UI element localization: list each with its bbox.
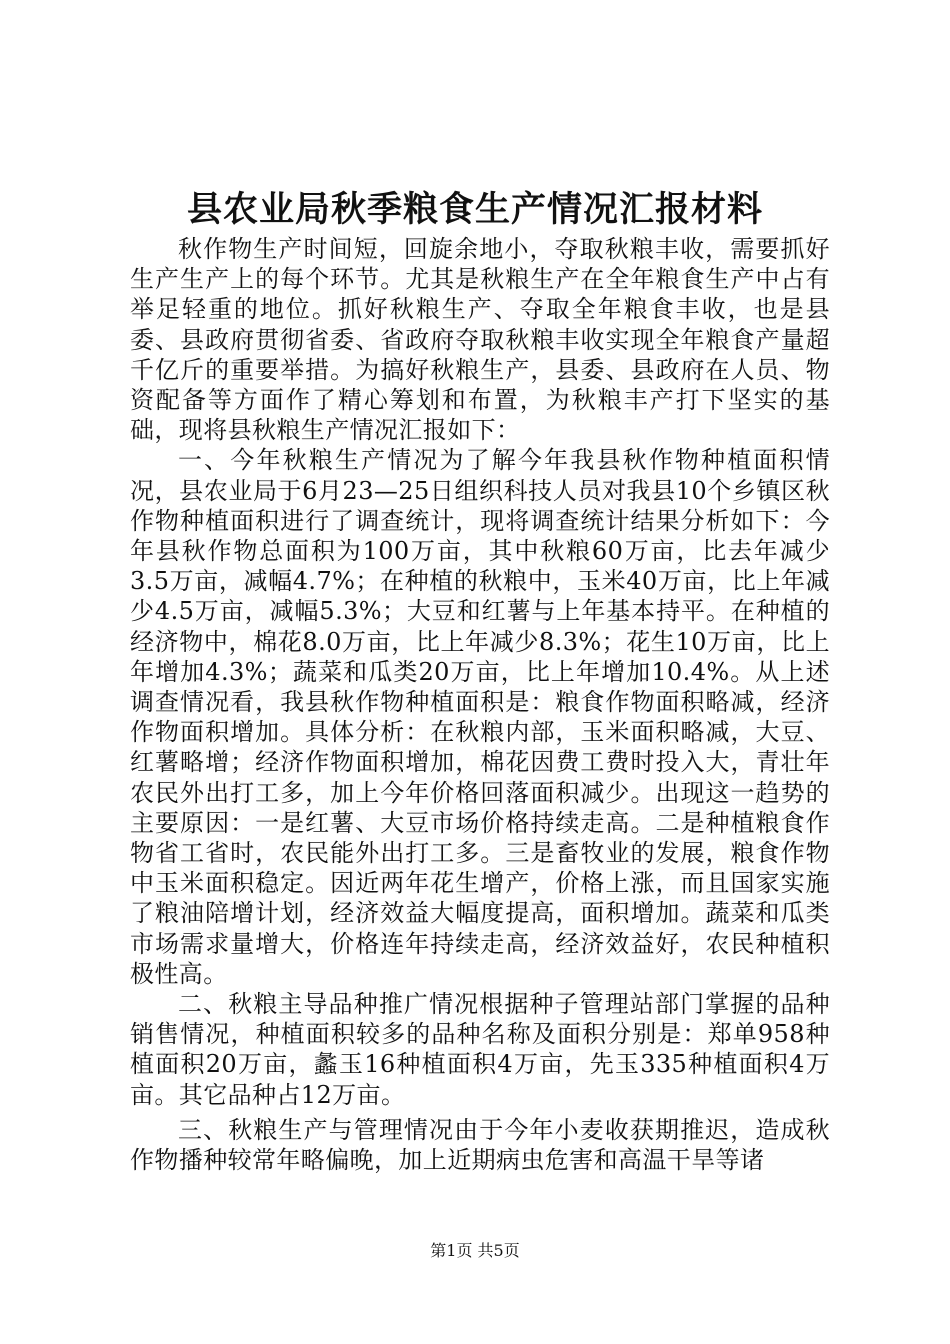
document-body <box>130 234 830 1175</box>
paragraph-intro: 秋作物生产时间短，回旋余地小，夺取秋粮丰收，需要抓好生产生产上的每个环节。尤其是秋粮生产在全年粮食生产中占有举足轻重的地位。抓好秋粮生产、夺取全年粮食丰收，也是县委、县政府贯彻省委、省政府夺取秋粮丰收实现全年粮食产量超千亿斤的重要举措。为搞好秋粮生产，县委、县政府在人员、物资配备等方面作了精心筹划和布置，为秋粮丰产打下坚实的基础，现将县秋粮生产情况汇报如下： <box>130 235 830 445</box>
paragraph-section-2: 二、秋粮主导品种推广情况根据种子管理站部门掌握的品种销售情况，种植面积较多的品种名称及面积分别是：郑单958种植面积20万亩，蠡玉16种植面积4万亩，先玉335种植面积4万亩。其它品种占12万亩。 <box>130 990 830 1109</box>
paragraph-section-3: 三、秋粮生产与管理情况由于今年小麦收获期推迟，造成秋作物播种较常年略偏晚，加上近期病虫危害和高温干旱等诸 <box>130 1115 830 1175</box>
paragraph-section-1: 一、今年秋粮生产情况为了解今年我县秋作物种植面积情况，县农业局于6月23—25日组织科技人员对我县10个乡镇区秋作物种植面积进行了调查统计，现将调查统计结果分析如下：今年县秋作物总面积为100万亩，其中秋粮60万亩，比去年减少3.5万亩，减幅4.7%；在种植的秋粮中，玉米40万亩，比上年减少4.5万亩，减幅5.3%；大豆和红薯与上年基本持平。在种植的经济物中，棉花8.0万亩，比上年减少8.3%；花生10万亩，比上年增加4.3%；蔬菜和瓜类20万亩，比上年增加10.4%。从上述调查情况看，我县秋作物种植面积是：粮食作物面积略减，经济作物面积增加。具体分析：在秋粮内部，玉米面积略减，大豆、红薯略增；经济作物面积增加，棉花因费工费时投入大，青壮年农民外出打工多，加上今年价格回落面积减少。出现这一趋势的主要原因：一是红薯、大豆市场价格持续走高。二是种植粮食作物省工省时，农民能外出打工多。三是畜牧业的发展，粮食作物中玉米面积稳定。因近两年花生增产，价格上涨，而且国家实施了粮油陪增计划，经济效益大幅度提高，面积增加。蔬菜和瓜类市场需求量增大，价格连年持续走高，经济效益好，农民种植积极性高。 <box>130 446 830 988</box>
document-title: 县农业局秋季粮食生产情况汇报材料 <box>186 189 763 230</box>
page-number-footer: 第1页 共5页 <box>430 1241 520 1260</box>
